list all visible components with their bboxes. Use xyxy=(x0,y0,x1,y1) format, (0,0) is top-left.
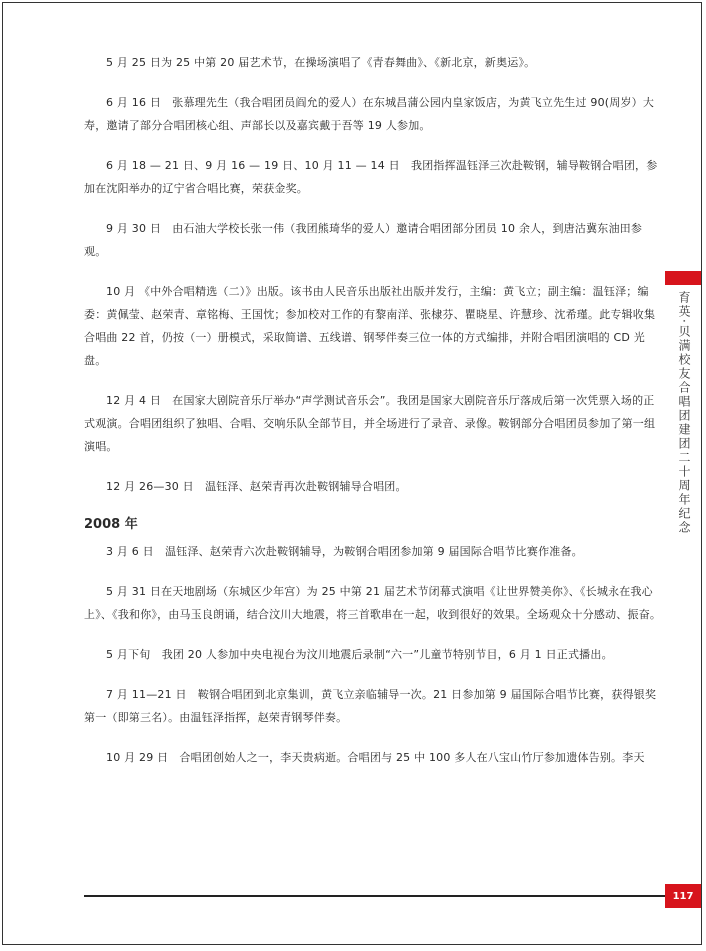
paragraph: 9 月 30 日 由石油大学校长张一伟（我团熊琦华的爱人）邀请合唱团部分团员 10 余人，到唐沽冀东油田参观。 xyxy=(84,222,643,258)
footer-divider xyxy=(84,895,666,897)
paragraph: 10 月 29 日 合唱团创始人之一，李天贵病逝。合唱团与 25 中 100 多人在八宝山竹厅参加遗体告别。李天 xyxy=(106,751,645,764)
page-number: 117 xyxy=(665,884,701,908)
paragraph: 5 月 25 日为 25 中第 20 届艺术节，在操场演唱了《青春舞曲》、《新北京，新奥运》。 xyxy=(106,56,536,69)
paragraph: 12 月 4 日 在国家大剧院音乐厅举办“声学测试音乐会”。我团是国家大剧院音乐厅落成后第一次凭票入场的正式观演。合唱团组织了独唱、合唱、交响乐队全部节目，并全场进行了录音、录像。鞍钢部分合唱团员参加了第一组演唱。 xyxy=(84,394,656,453)
paragraph: 5 月 31 日在天地剧场（东城区少年宫）为 25 中第 21 届艺术节闭幕式演唱《让世界赞美你》、《长城永在我心上》、《我和你》，由马玉良朗诵，结合汶川大地震，将三首歌串在一起，收到很好的效果。全场观众十分感动、振奋。 xyxy=(84,585,662,621)
year-heading: 2008 年 xyxy=(84,517,138,532)
side-accent-bar xyxy=(665,271,701,285)
document-page xyxy=(2,2,702,945)
paragraph: 6 月 16 日 张慕理先生（我合唱团员阎允的爱人）在东城昌蒲公园内皇家饭店，为黄飞立先生过 90(周岁）大寿，邀请了部分合唱团核心组、声部长以及嘉宾戴于吾等 19 人参加。 xyxy=(84,96,655,132)
paragraph: 5 月下旬 我团 20 人参加中央电视台为汶川地震后录制“六一”儿童节特别节目，6 月 1 日正式播出。 xyxy=(106,648,613,661)
paragraph: 7 月 11—21 日 鞍钢合唱团到北京集训，黄飞立亲临辅导一次。21 日参加第 9 届国际合唱节比赛，获得银奖第一（即第三名）。由温钰泽指挥，赵荣青钢琴伴奏。 xyxy=(84,688,657,724)
paragraph: 3 月 6 日 温钰泽、赵荣青六次赴鞍钢辅导，为鞍钢合唱团参加第 9 届国际合唱节比赛作准备。 xyxy=(106,545,583,558)
page-content xyxy=(84,51,664,786)
side-running-title: 育英·贝满校友合唱团建团二十周年纪念 xyxy=(677,291,691,535)
paragraph: 12 月 26—30 日 温钰泽、赵荣青再次赴鞍钢辅导合唱团。 xyxy=(106,480,407,493)
paragraph: 6 月 18 — 21 日、9 月 16 — 19 日、10 月 11 — 14 日 我团指挥温钰泽三次赴鞍钢，辅导鞍钢合唱团，参加在沈阳举办的辽宁省合唱比赛，荣获金奖。 xyxy=(84,159,658,195)
paragraph: 10 月 《中外合唱精选（二）》出版。该书由人民音乐出版社出版并发行，主编：黄飞立；副主编：温钰泽；编委：黄佩莹、赵荣青、章铭梅、王国忱；参加校对工作的有黎南洋、张棣芬、瞿晓星、许慧珍、沈希瑾。此专辑收集合唱曲 22 首，仍按（一）册模式，采取简谱、五线谱、钢琴伴奏三位一体的方式编排，并附合唱团演唱的 CD 光盘。 xyxy=(84,285,656,367)
